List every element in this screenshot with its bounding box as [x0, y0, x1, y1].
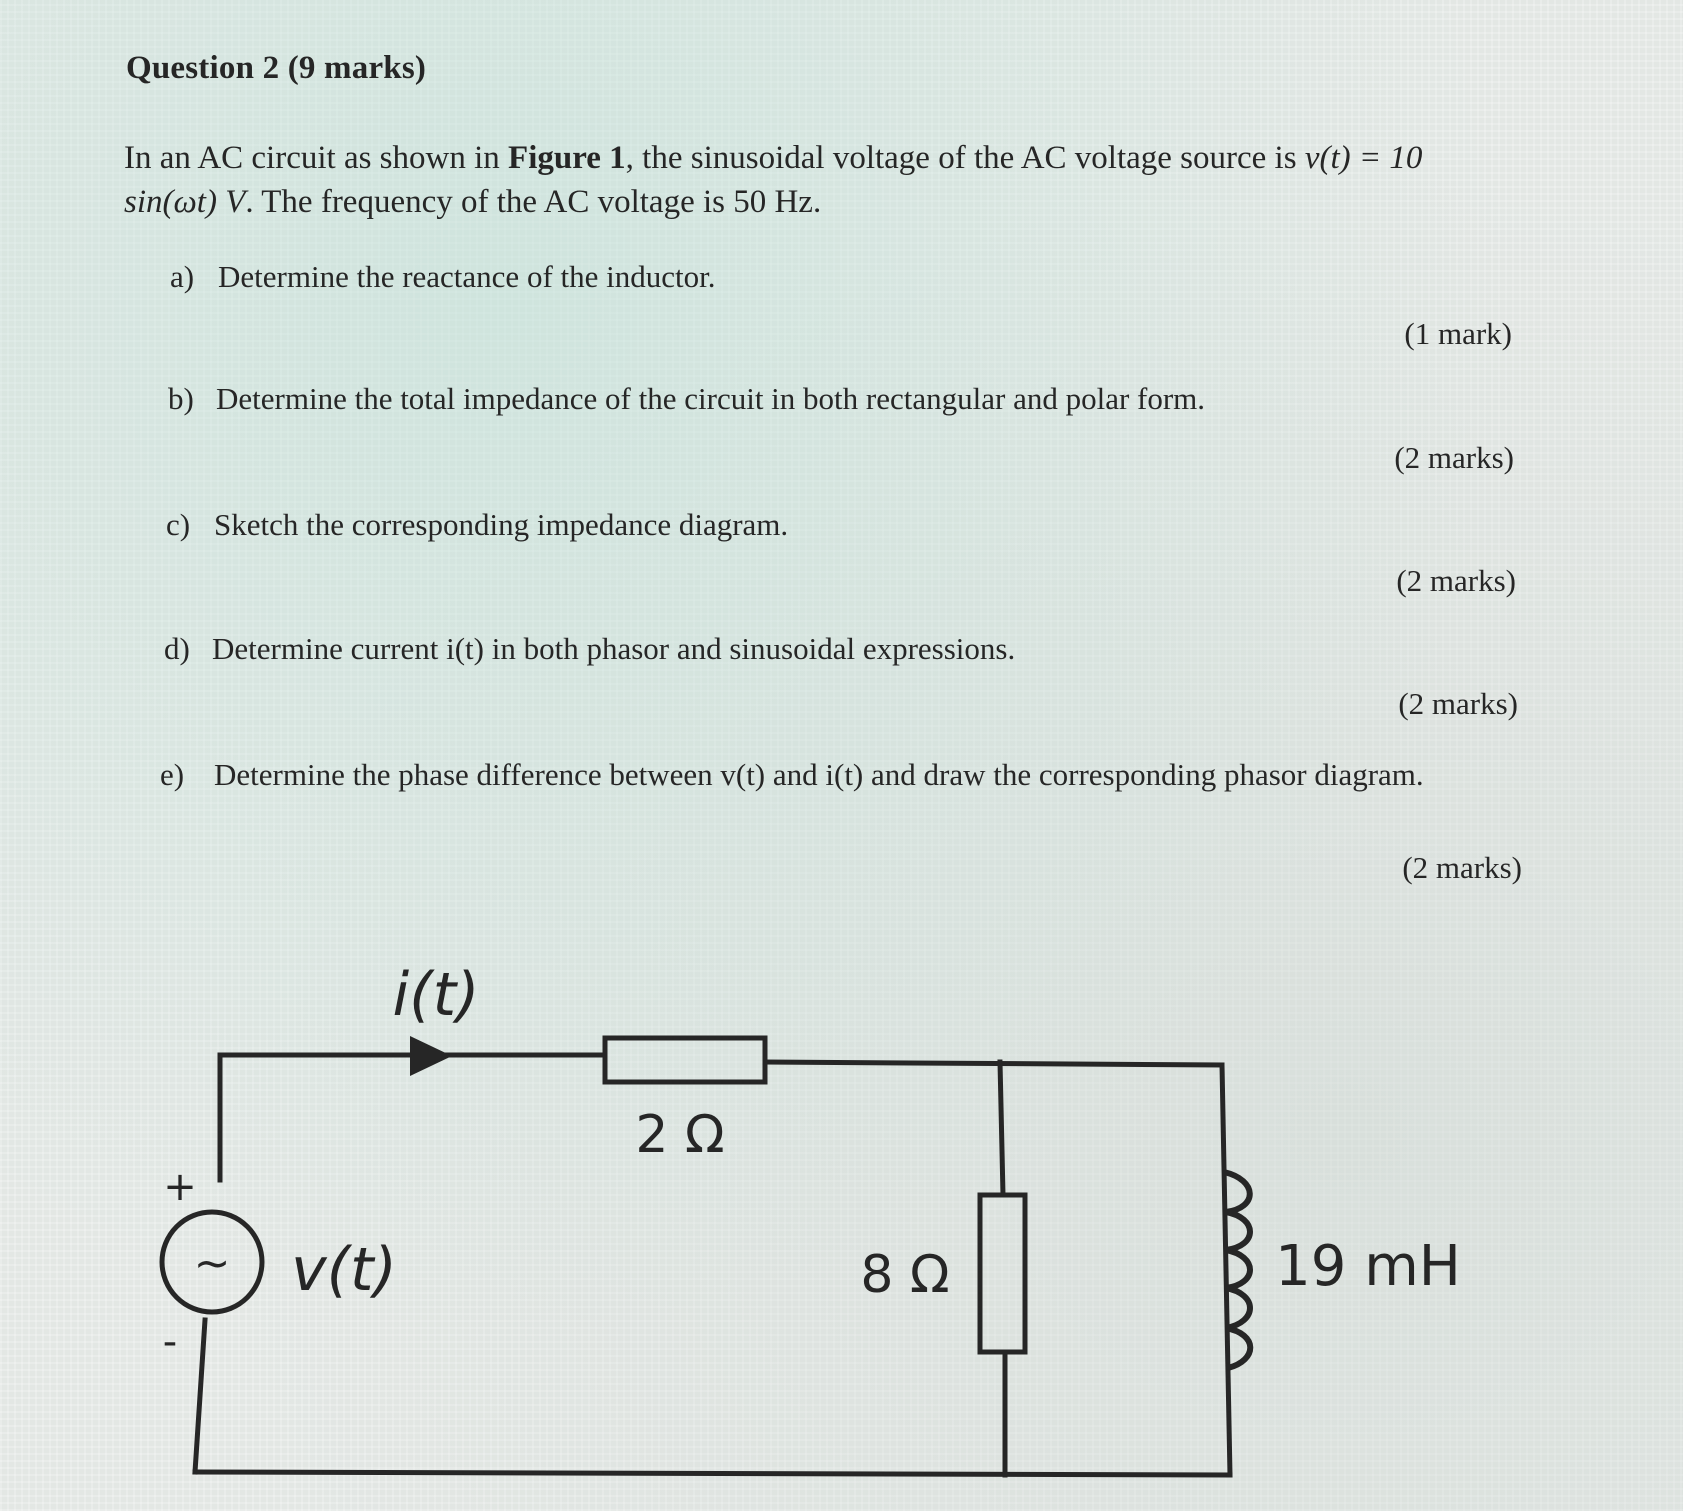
resistor-2ohm — [605, 1038, 765, 1082]
intro-text-3: . The frequency of the AC voltage is 50 Hz. — [245, 184, 822, 220]
wire-top-right — [765, 1062, 1222, 1065]
part-b-label: b) — [168, 381, 194, 416]
source-symbol: ~ — [193, 1238, 231, 1289]
part-c-text: Sketch the corresponding impedance diagram. — [214, 507, 789, 542]
wire-right — [1222, 1065, 1230, 1475]
minus-sign: - — [162, 1319, 178, 1365]
part-d-label: d) — [164, 631, 190, 666]
intro-text-2: , the sinusoidal voltage of the AC voltage source is — [625, 140, 1305, 176]
part-e-label: e) — [160, 757, 185, 792]
voltage-equation: v(t) = 10 sin(ωt) V — [124, 140, 1423, 220]
figure-reference: Figure 1 — [508, 140, 626, 176]
part-b-marks: (2 marks) — [1394, 440, 1514, 475]
part-a-marks: (1 mark) — [1404, 316, 1512, 351]
part-a-label: a) — [170, 259, 195, 294]
intro-text-1: In an AC circuit as shown in — [124, 140, 509, 176]
part-a-text: Determine the reactance of the inductor. — [218, 259, 716, 294]
wire-mid-upper — [1000, 1062, 1003, 1195]
inductor-label: 19 mH — [1275, 1234, 1461, 1299]
series-resistor-label: 2 Ω — [635, 1105, 725, 1165]
current-arrow-icon — [410, 1036, 452, 1076]
shunt-resistor-label: 8 Ω — [860, 1245, 950, 1305]
part-e-text: Determine the phase difference between v(t) and i(t) and draw the corresponding phasor diagram. — [214, 757, 1424, 792]
resistor-8ohm — [980, 1195, 1025, 1352]
part-c-marks: (2 marks) — [1396, 563, 1516, 598]
part-c-label: c) — [166, 507, 191, 542]
part-e-marks: (2 marks) — [1402, 850, 1522, 885]
wire-bottom — [195, 1472, 1230, 1475]
part-d-text: Determine current i(t) in both phasor and sinusoidal expressions. — [212, 631, 1016, 666]
part-d-marks: (2 marks) — [1398, 686, 1518, 721]
question-title: Question 2 (9 marks) — [126, 50, 427, 86]
source-label: v(t) — [291, 1235, 397, 1305]
wire-left-lower — [195, 1320, 205, 1472]
part-b-text: Determine the total impedance of the circuit in both rectangular and polar form. — [216, 381, 1206, 416]
plus-sign: + — [163, 1164, 197, 1210]
current-label: i(t) — [392, 960, 480, 1030]
